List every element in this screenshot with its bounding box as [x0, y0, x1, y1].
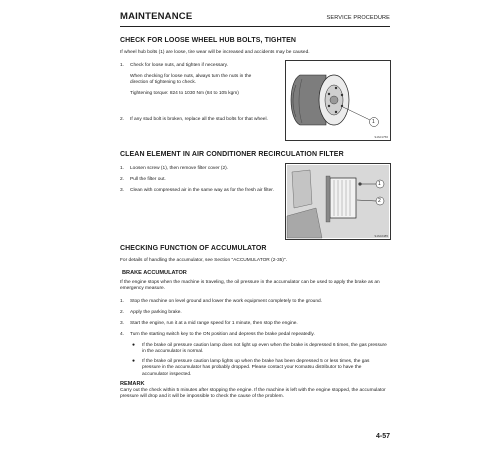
accumulator-step1: Stop the machine on level ground and lower the work equipment completely to the ground. [130, 299, 322, 304]
ac-filter-step2-number: 2. [120, 177, 125, 182]
accumulator-step4-number: 4. [120, 332, 125, 337]
accumulator-step2: Apply the parking brake. [130, 310, 182, 315]
wheel-hub-step1: Check for loose nuts, and tighten if necessary. [130, 63, 229, 68]
accumulator-step3-number: 3. [120, 321, 125, 326]
manual-page [120, 10, 390, 440]
ac-filter-step3: Clean with compressed air in the same way as for the fresh air filter. [130, 188, 274, 193]
accumulator-intro: For details of handling the accumulator, see Section "ACCUMULATOR (2-35)". [120, 258, 287, 263]
remark-heading: REMARK [120, 381, 145, 387]
ac-filter-callout-2: 2 [378, 198, 381, 204]
ac-filter-step1-number: 1. [120, 166, 125, 171]
accumulator-step1-number: 1. [120, 299, 125, 304]
accumulator-bullet-2: If the brake oil pressure caution lamp lights up when the brake has been depressed 5 or less times, the gas pressure in the accumulator has probably dropped. Please contact your Komatsu distributor to have the accumulator inspected. [142, 359, 370, 377]
ac-filter-heading: CLEAN ELEMENT IN AIR CONDITIONER RECIRCULATION FILTER [120, 151, 344, 158]
wheel-hub-callout-1: 1 [372, 119, 375, 125]
ac-filter-figure-id: 9JA02485 [374, 234, 388, 238]
wheel-hub-step1-note: When checking for loose nuts, always turn the nuts in the direction of tightening to check. [130, 74, 252, 86]
accumulator-step3: Start the engine, run it at a mid range speed for 1 minute, then stop the engine. [130, 321, 298, 326]
accumulator-paragraph: If the engine stops when the machine is traveling, the oil pressure in the accumulator can be used to apply the brake as an emergency measure. [120, 280, 380, 292]
wheel-hub-figure-id: 9JA01756 [374, 135, 388, 139]
accumulator-heading: CHECKING FUNCTION OF ACCUMULATOR [120, 245, 267, 252]
ac-filter-illustration [286, 164, 390, 239]
bullet-1-marker: ● [132, 342, 136, 348]
page-number: 4-57 [375, 433, 390, 440]
ac-filter-callout-1: 1 [378, 181, 381, 187]
ac-filter-step2: Pull the filter out. [130, 177, 166, 182]
wheel-hub-step1-number: 1. [120, 63, 125, 68]
wheel-hub-intro: If wheel hub bolts (1) are loose, tire wear will be increased and accidents may be caused. [120, 50, 310, 55]
ac-filter-step1: Loosen screw (1), then remove filter cover (2). [130, 166, 229, 171]
header-subtitle: SERVICE PROCEDURE [326, 15, 390, 21]
wheel-hub-heading: CHECK FOR LOOSE WHEEL HUB BOLTS, TIGHTEN [120, 37, 297, 44]
ac-filter-figure [285, 163, 391, 240]
ac-filter-step3-number: 3. [120, 188, 125, 193]
wheel-hub-step2: If any stud bolt is broken, replace all the stud bolts for that wheel. [130, 117, 268, 122]
brake-accumulator-subheading: BRAKE ACCUMULATOR [122, 270, 187, 276]
wheel-hub-illustration [286, 61, 390, 140]
wheel-hub-torque: Tightening torque: 824 to 1030 Nm (84 to 105 kgm) [130, 91, 239, 96]
accumulator-bullet-1: If the brake oil pressure caution lamp does not light up even when the brake is depressed 6 times, the gas pressure in the accumulator is normal. [142, 343, 387, 355]
wheel-hub-figure [285, 60, 391, 141]
page-header [120, 10, 390, 27]
remark-text: Carry out the check within 5 minutes after stopping the engine. If the machine is left with the engine stopped, the accumulator pressure will drop and it will be impossible to check the cause of the problem. [120, 388, 386, 400]
wheel-hub-step2-number: 2. [120, 117, 125, 122]
header-section-title: MAINTENANCE [120, 11, 193, 22]
accumulator-step4: Turn the starting switch key to the ON position and depress the brake pedal repeatedly. [130, 332, 315, 337]
accumulator-step2-number: 2. [120, 310, 125, 315]
bullet-2-marker: ● [132, 358, 136, 364]
